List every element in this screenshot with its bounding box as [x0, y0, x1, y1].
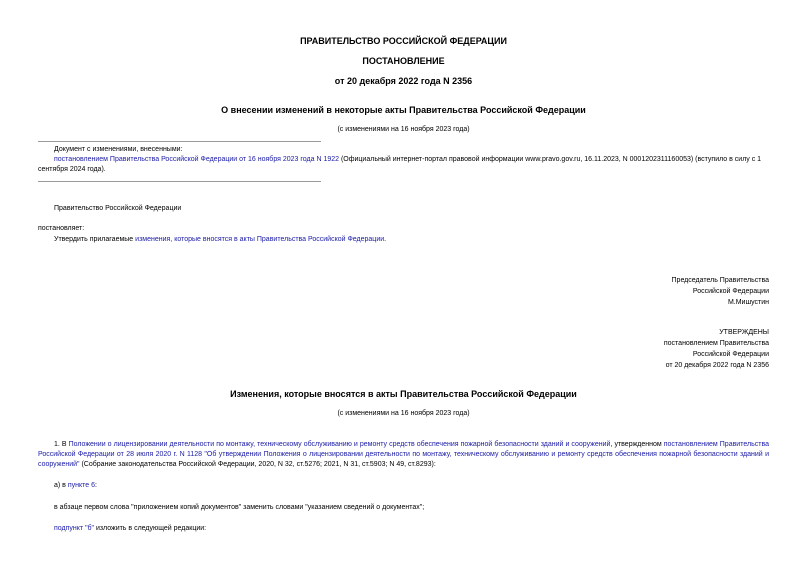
note-bottom-divider	[38, 181, 321, 182]
signature-position: Председатель Правительства	[671, 277, 769, 284]
approve-sentence	[54, 235, 386, 245]
resolves-word: постановляет:	[38, 225, 85, 232]
approve-prefix: Утвердить прилагаемые	[54, 236, 136, 243]
government-heading: ПРАВИТЕЛЬСТВО РОССИЙСКОЙ ФЕДЕРАЦИИ	[300, 36, 507, 46]
document-type: ПОСТАНОВЛЕНИЕ	[362, 56, 445, 66]
changes-note-text	[38, 155, 769, 175]
paragraph-first-replacement: в абзаце первом слова "приложением копий документов" заменить словами "указанием сведений о документах";	[54, 504, 425, 511]
approval-line-4: от 20 декабря 2022 года N 2356	[665, 362, 769, 369]
item-1-prefix: 1. В	[54, 441, 69, 448]
government-subject: Правительство Российской Федерации	[54, 205, 182, 212]
approve-suffix: .	[384, 236, 387, 243]
changes-note-label: Документ с изменениями, внесенными:	[54, 146, 183, 153]
document-title: О внесении изменений в некоторые акты Правительства Российской Федерации	[221, 105, 586, 115]
approved-changes-link[interactable]: изменения, которые вносятся в акты Правительства Российской Федерации	[135, 236, 385, 243]
annex-title: Изменения, которые вносятся в акты Правительства Российской Федерации	[230, 389, 577, 399]
signature-name: М.Мишустин	[727, 299, 769, 306]
approval-stamp	[664, 327, 769, 371]
clause-6-link[interactable]: пункте 6	[67, 482, 95, 489]
approval-line-3: Российской Федерации	[692, 351, 769, 358]
amending-resolution-link[interactable]: постановлением Правительства Российской Федерации от 16 ноября 2023 года N 1922	[54, 156, 340, 163]
revision-note: (с изменениями на 16 ноября 2023 года)	[337, 126, 470, 133]
annex-item-1	[38, 440, 769, 470]
annex-revision-note: (с изменениями на 16 ноября 2023 года)	[337, 410, 470, 417]
document-date-number: от 20 декабря 2022 года N 2356	[334, 76, 473, 86]
subitem-a-suffix: :	[95, 482, 97, 489]
item-1-mid: , утвержденном	[610, 441, 664, 448]
signature-country: Российской Федерации	[692, 288, 769, 295]
licensing-regulation-link[interactable]: Положении о лицензировании деятельности по монтажу, техническому обслуживанию и ремонту средств обеспечения пожарной безопасности зданий и сооружений	[68, 441, 611, 448]
paragraph-subclause-b	[54, 524, 206, 534]
item-1-suffix: (Собрание законодательства Российской Федерации, 2020, N 32, ст.5276; 2021, N 31, ст.5903; N 49, ст.8293):	[79, 461, 436, 468]
resolution-1128-link[interactable]: постановлением Правительства Российской Федерации от 28 июля 2020 г. N 1128 "Об утверждении Положения о лицензировании деятельности по монтажу, техническому обслуживанию и ремонту средств обеспечения пожарной безопасности зданий и сооружений"	[38, 441, 769, 468]
subitem-a	[54, 481, 97, 491]
subitem-a-prefix: а) в	[54, 482, 68, 489]
approval-line-2: постановлением Правительства	[663, 340, 769, 347]
subclause-b-link[interactable]: подпункт "б"	[54, 525, 95, 532]
signature-block	[672, 275, 769, 308]
changes-note-details: (Официальный интернет-портал правовой информации www.pravo.gov.ru, 16.11.2023, N 0001202311160053) (вступило в силу с 1 сентября 2024 года).	[38, 156, 762, 173]
subclause-b-suffix: изложить в следующей редакции:	[94, 525, 207, 532]
note-top-divider	[38, 141, 321, 142]
approval-heading: УТВЕРЖДЕНЫ	[719, 329, 769, 336]
